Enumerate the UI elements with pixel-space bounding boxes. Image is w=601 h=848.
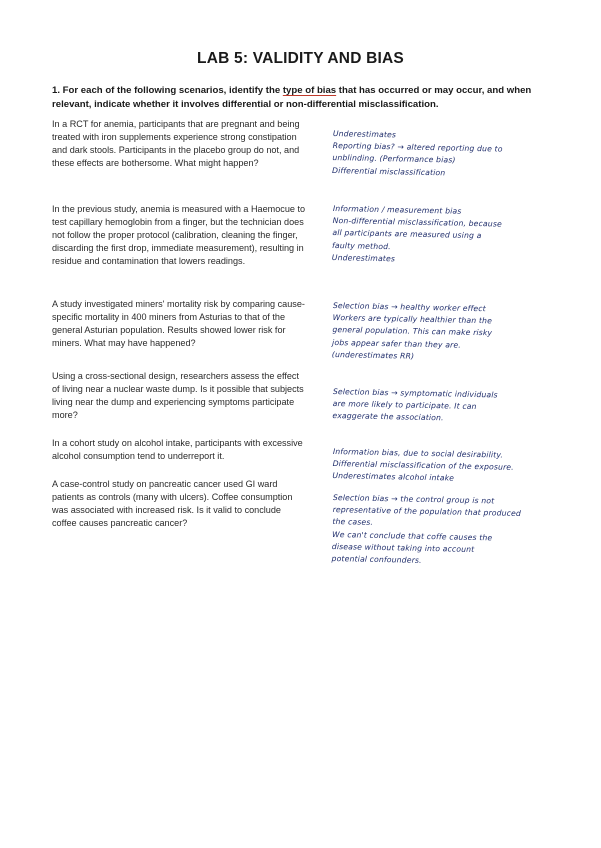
answer-line: jobs appear safer than they are. <box>332 337 461 350</box>
answer-line: Information bias, due to social desirability. <box>332 446 504 460</box>
scenario-1: In a RCT for anemia, participants that are pregnant and being treated with iron supplements experience strong constipation and dark stools. Participants in the placebo group do not, and these effects are bothersome. What might happen? <box>52 119 300 168</box>
answer-line: Differential misclassification of the exposure. <box>332 459 514 472</box>
scenario-6: A case-control study on pancreatic cancer used GI ward patients as controls (many with ulcers). Coffee consumption was associated with increased risk. Is it valid to conclude coffee causes pancreatic cancer? <box>52 479 293 528</box>
answer-line: exaggerate the association. <box>332 411 444 423</box>
answer-line: Selection bias → the control group is not <box>332 492 495 506</box>
answer-4 <box>332 386 563 427</box>
answer-line: all participants are measured using a <box>332 228 482 241</box>
answer-line: (underestimates RR) <box>331 349 415 361</box>
answer-1 <box>332 128 563 182</box>
answer-line: We can't conclude that coffe causes the <box>332 529 493 542</box>
answer-line: are more likely to participate. It can <box>332 399 477 412</box>
answer-line: Differential misclassification <box>332 165 446 177</box>
scenario-3: A study investigated miners' mortality risk by comparing cause-specific mortality in 400 miners from Asturias to that of the general Asturian population. Results showed lower risk for miners. What may have happened? <box>52 299 305 348</box>
scenario-4: Using a cross-sectional design, researchers assess the effect of living near a nuclear waste dump. Is it possible that subjects living near the dump and experiencing symptoms participate more? <box>52 371 304 420</box>
question-highlight: type of bias <box>282 85 337 96</box>
answer-line: Underestimates <box>331 252 396 264</box>
question-text-pre: 1. For each of the following scenarios, identify the <box>52 85 283 96</box>
question-prompt <box>52 84 552 112</box>
answer-line: Workers are typically healthier than the <box>332 313 493 326</box>
answer-5 <box>332 446 563 487</box>
answer-line: disease without taking into account <box>331 541 475 554</box>
scenario-5: In a cohort study on alcohol intake, participants with excessive alcohol consumption tend to underreport it. <box>52 438 303 461</box>
answer-6 <box>331 492 562 570</box>
answer-line: unblinding. (Performance bias) <box>332 153 456 165</box>
answer-line: Underestimates <box>332 128 397 140</box>
answer-2 <box>332 203 563 269</box>
answer-line: Selection bias → symptomatic individuals <box>332 386 498 400</box>
answer-line: faulty method. <box>332 240 391 251</box>
answer-line: potential confounders. <box>331 554 422 565</box>
answer-line: Information / measurement bias <box>332 203 462 216</box>
answer-line: Reporting bias? → altered reporting due to <box>332 141 503 154</box>
answer-line: general population. This can make risky <box>332 325 493 338</box>
answer-line: Underestimates alcohol intake <box>332 471 455 483</box>
answer-line: representative of the population that produced <box>332 505 522 519</box>
answer-3 <box>332 300 563 366</box>
question-text-post: that has occurred or may occur, and when relevant, indicate whether it involves differential or non-differential misclassification. <box>52 85 532 110</box>
page-title: LAB 5: VALIDITY AND BIAS <box>197 50 404 67</box>
scenario-2: In the previous study, anemia is measured with a Haemocue to test capillary hemoglobin from a finger, but the technician does not follow the proper protocol (calibration, cleaning the finger, discarding the first drop, immediate measurement), resulting in residue and contamination that lowers readings. <box>52 204 306 266</box>
answer-line: Selection bias → healthy worker effect <box>332 300 486 314</box>
answer-line: Non-differential misclassification, because <box>332 216 502 229</box>
answer-line: the cases. <box>332 517 374 528</box>
